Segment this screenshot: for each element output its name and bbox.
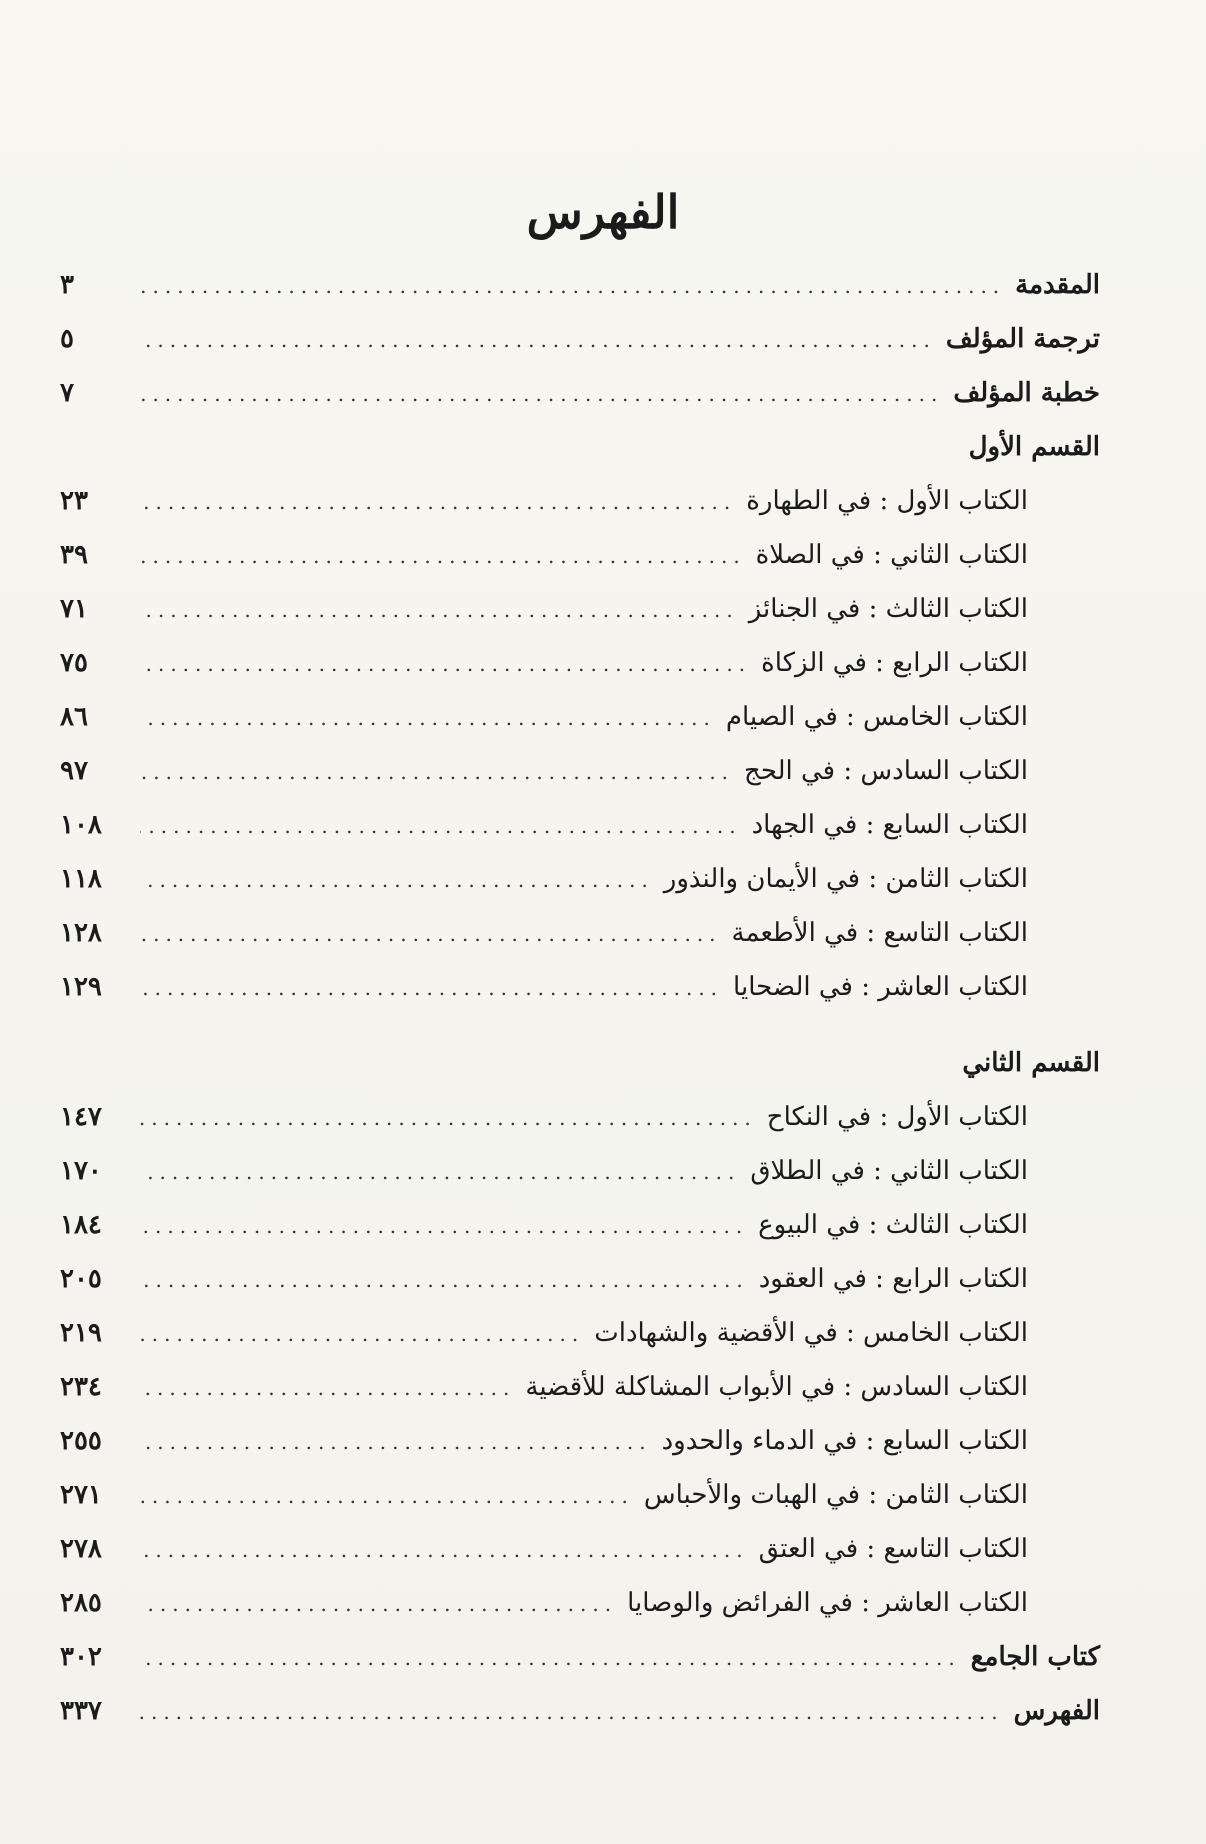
toc-entry — [60, 1306, 1100, 1360]
dot-leader — [140, 1577, 617, 1631]
toc-page-number: ٢٨٥ — [60, 1588, 102, 1618]
toc-page-number: ٢٥٥ — [60, 1426, 102, 1456]
toc-entry-label: الكتاب الثالث : في الجنائز — [748, 594, 1028, 624]
dot-leader — [140, 1253, 749, 1307]
dot-leader — [140, 1415, 652, 1469]
dot-leader — [140, 637, 751, 691]
toc-entry-label: خطبة المؤلف — [953, 378, 1100, 408]
toc-page-number: ٢٣٤ — [60, 1372, 102, 1402]
toc-entry-label: الكتاب العاشر : في الضحايا — [733, 972, 1028, 1002]
dot-leader — [140, 529, 746, 583]
toc-entry — [60, 690, 1100, 744]
toc-page-number: ١١٨ — [60, 864, 102, 894]
dot-leader — [140, 475, 736, 529]
table-of-contents — [60, 258, 1100, 1738]
toc-entry-label: الكتاب السابع : في الجهاد — [751, 810, 1028, 840]
toc-page-number: ٢٧١ — [60, 1480, 102, 1510]
toc-entry — [60, 960, 1100, 1014]
toc-page-number: ٣٩ — [60, 540, 88, 570]
toc-entry-label: الكتاب الثالث : في البيوع — [758, 1210, 1028, 1240]
toc-page-number: ١٨٤ — [60, 1210, 102, 1240]
toc-entry-label: الكتاب الثامن : في الهبات والأحباس — [643, 1480, 1028, 1510]
dot-leader — [140, 583, 739, 637]
dot-leader — [140, 259, 1005, 313]
toc-section-heading — [60, 1036, 1100, 1090]
dot-leader — [140, 367, 943, 421]
toc-entry-label: الكتاب الرابع : في العقود — [758, 1264, 1028, 1294]
toc-page-number: ٣٣٧ — [60, 1696, 102, 1726]
dot-leader — [140, 799, 742, 853]
dot-leader — [140, 745, 734, 799]
toc-entry-label: الكتاب الثاني : في الصلاة — [755, 540, 1028, 570]
toc-entry-label: المقدمة — [1015, 270, 1100, 300]
toc-entry-label: الكتاب الأول : في النكاح — [766, 1102, 1028, 1132]
toc-section-heading — [60, 420, 1100, 474]
toc-entry — [60, 366, 1100, 420]
toc-entry-label: الكتاب التاسع : في العتق — [758, 1534, 1028, 1564]
dot-leader — [140, 1631, 961, 1685]
toc-page-number: ٢٣ — [60, 486, 88, 516]
toc-entry — [60, 636, 1100, 690]
toc-entry-label: كتاب الجامع — [970, 1642, 1100, 1672]
toc-entry — [60, 474, 1100, 528]
toc-page-number: ٧٥ — [60, 648, 88, 678]
toc-page-number: ٧١ — [60, 594, 88, 624]
toc-entry-label: الكتاب التاسع : في الأطعمة — [731, 918, 1028, 948]
page-title: الفهرس — [526, 185, 680, 239]
toc-entry-label: الكتاب الأول : في الطهارة — [746, 486, 1028, 516]
dot-leader — [140, 1361, 515, 1415]
toc-entry — [60, 1198, 1100, 1252]
toc-entry-label: الكتاب الخامس : في الصيام — [725, 702, 1028, 732]
dot-leader — [140, 313, 936, 367]
toc-entry-label: الكتاب الرابع : في الزكاة — [761, 648, 1028, 678]
toc-entry-label: الكتاب العاشر : في الفرائض والوصايا — [627, 1588, 1028, 1618]
toc-page-number: ٨٦ — [60, 702, 88, 732]
toc-entry — [60, 582, 1100, 636]
toc-page-number: ١٢٩ — [60, 972, 102, 1002]
toc-entry-label: القسم الثاني — [962, 1048, 1100, 1078]
dot-leader — [140, 1091, 757, 1145]
dot-leader — [140, 961, 723, 1015]
toc-entry — [60, 528, 1100, 582]
toc-entry — [60, 852, 1100, 906]
toc-page-number: ٥ — [60, 324, 74, 354]
toc-entry — [60, 1144, 1100, 1198]
toc-page-number: ١٠٨ — [60, 810, 102, 840]
toc-entry — [60, 1522, 1100, 1576]
toc-entry-label: الفهرس — [1013, 1696, 1100, 1726]
dot-leader — [140, 907, 722, 961]
toc-page-number: ٣ — [60, 270, 74, 300]
toc-page-number: ٣٠٢ — [60, 1642, 102, 1672]
dot-leader — [140, 1469, 634, 1523]
toc-entry — [60, 1360, 1100, 1414]
toc-entry — [60, 1468, 1100, 1522]
toc-entry — [60, 1576, 1100, 1630]
toc-entry-label: الكتاب الخامس : في الأقضية والشهادات — [594, 1318, 1028, 1348]
toc-entry — [60, 744, 1100, 798]
toc-page-number: ٢١٩ — [60, 1318, 102, 1348]
toc-entry — [60, 1684, 1100, 1738]
toc-entry-label: الكتاب السابع : في الدماء والحدود — [661, 1426, 1028, 1456]
toc-page-number: ١٧٠ — [60, 1156, 102, 1186]
dot-leader — [140, 1307, 584, 1361]
toc-page-number: ٩٧ — [60, 756, 88, 786]
toc-entry-label: ترجمة المؤلف — [945, 324, 1100, 354]
toc-entry-label: الكتاب الثامن : في الأيمان والنذور — [663, 864, 1028, 894]
dot-leader — [140, 1523, 749, 1577]
toc-entry-label: الكتاب السادس : في الأبواب المشاكلة للأقضية — [525, 1372, 1028, 1402]
dot-leader — [140, 853, 654, 907]
toc-page-number: ١٤٧ — [60, 1102, 102, 1132]
dot-leader — [140, 1145, 740, 1199]
toc-entry-label: الكتاب الثاني : في الطلاق — [750, 1156, 1028, 1186]
toc-entry-label: الكتاب السادس : في الحج — [744, 756, 1028, 786]
dot-leader — [140, 691, 716, 745]
dot-leader — [140, 1685, 1004, 1739]
toc-page-number: ٢٧٨ — [60, 1534, 102, 1564]
toc-page-number: ٢٠٥ — [60, 1264, 102, 1294]
toc-entry — [60, 1414, 1100, 1468]
toc-entry — [60, 798, 1100, 852]
toc-entry-label: القسم الأول — [968, 432, 1100, 462]
toc-page-number: ٧ — [60, 378, 74, 408]
toc-entry — [60, 312, 1100, 366]
toc-page-number: ١٢٨ — [60, 918, 102, 948]
toc-entry — [60, 1090, 1100, 1144]
toc-entry — [60, 906, 1100, 960]
toc-entry — [60, 1630, 1100, 1684]
dot-leader — [140, 1199, 748, 1253]
toc-entry — [60, 258, 1100, 312]
toc-entry — [60, 1252, 1100, 1306]
